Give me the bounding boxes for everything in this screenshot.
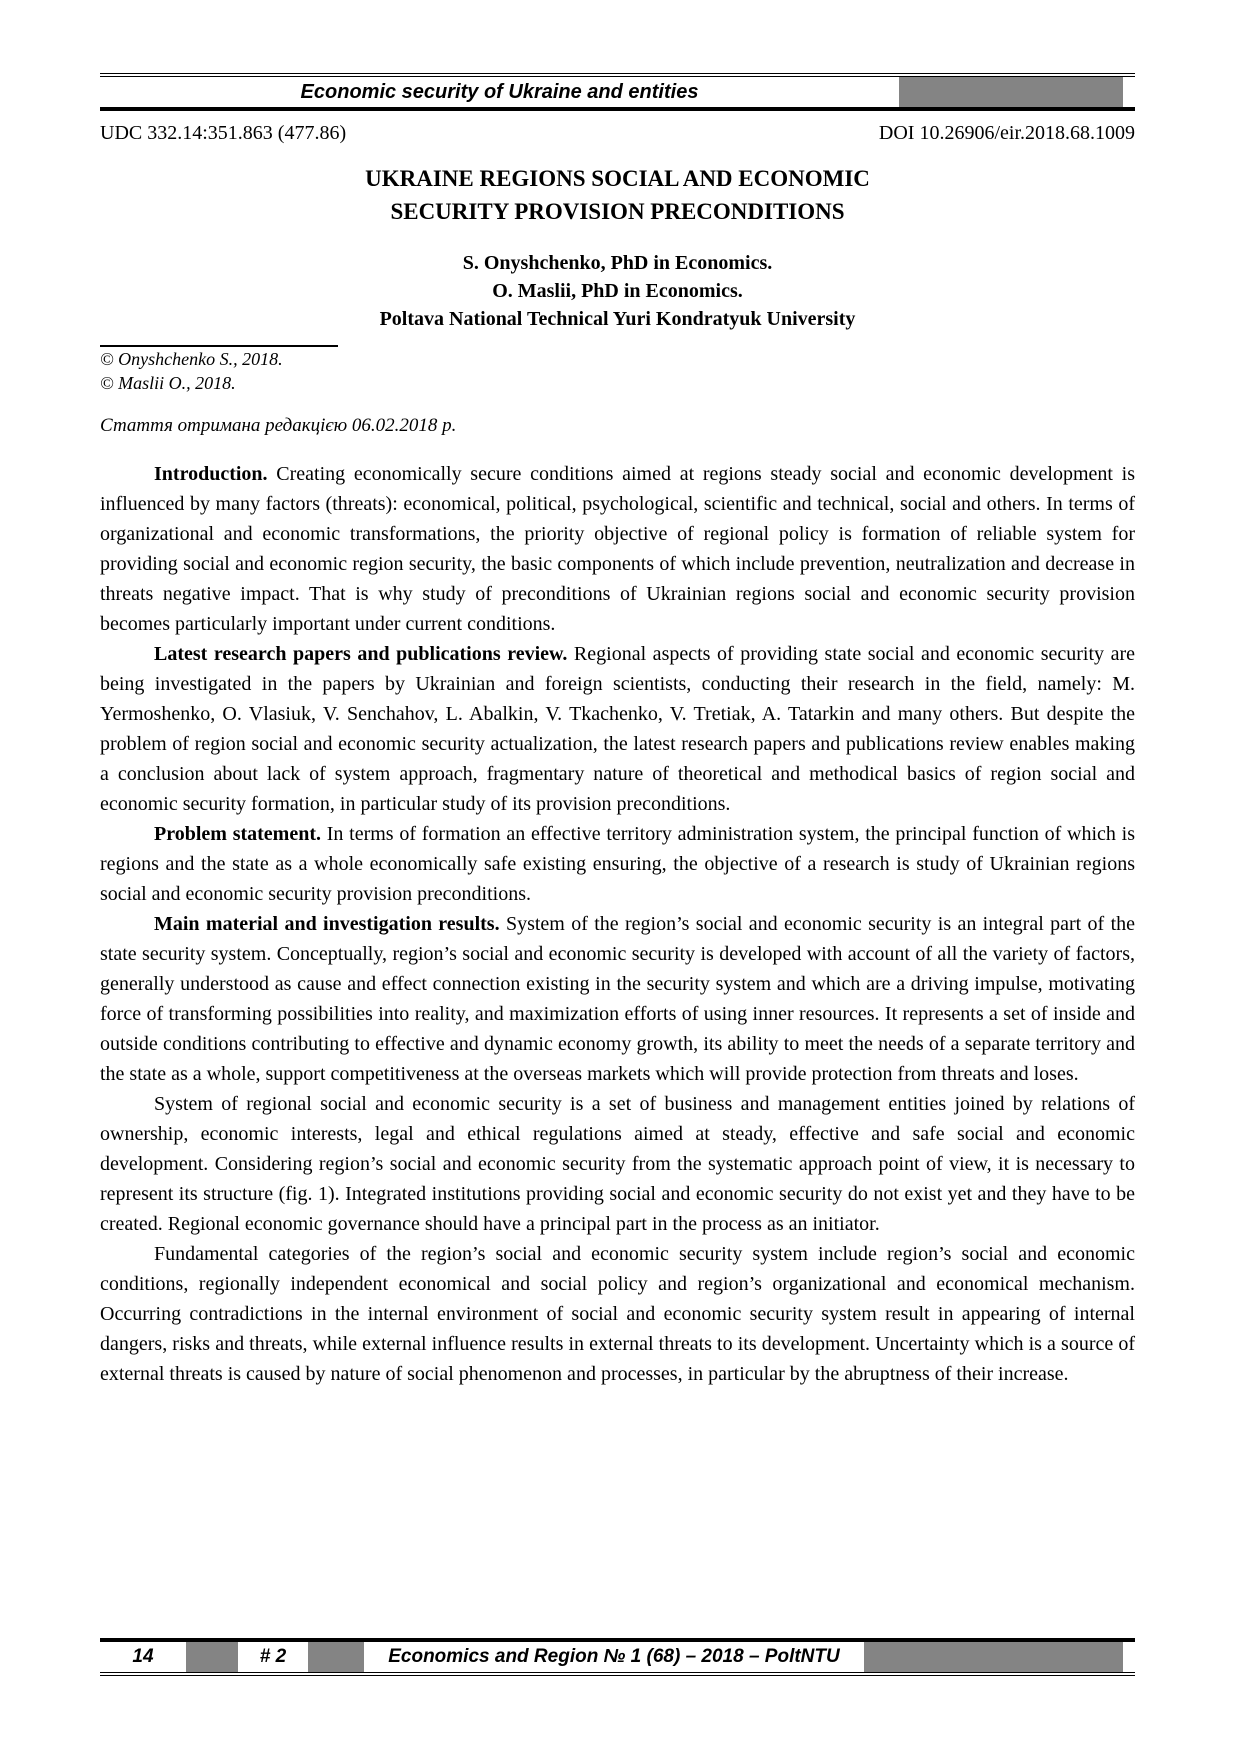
paragraph-lead: Introduction. <box>154 463 268 485</box>
author-line: S. Onyshchenko, PhD in Economics. <box>462 252 773 274</box>
paragraph-lead: Main material and investigation results. <box>154 913 500 935</box>
paragraph-body <box>100 1089 1135 1239</box>
running-head-tail <box>1123 77 1135 107</box>
paragraph-body <box>100 1239 1135 1389</box>
article-title-line: SECURITY PROVISION PRECONDITIONS <box>390 199 845 224</box>
paragraph-text: Creating economically secure conditions aimed at regions steady social and economic development is influenced by many factors (threats): economical, political, psychological, scientific and technical, social and others. In terms of organizational and economic transformations, the priority objective of regional policy is formation of reliable system for providing social and economic region security, the basic components of which include prevention, neutralization and decrease in threats negative impact. That is why study of preconditions of Ukrainian regions social and economic security provision becomes particularly important under current conditions. <box>100 463 1135 635</box>
paragraph-introduction <box>100 459 1135 639</box>
running-head-title: Economic security of Ukraine and entities <box>100 77 899 107</box>
article-title <box>100 162 1135 228</box>
udc-code: UDC 332.14:351.863 (477.86) <box>100 122 347 144</box>
paragraph-main-material <box>100 909 1135 1089</box>
issue-number: # 2 <box>238 1642 308 1672</box>
paragraph-text: Regional aspects of providing state social and economic security are being investigated in the papers by Ukrainian and foreign scientists, conducting their research in the field, namely: M. Yermoshenko, O. Vlasiuk, V. Senchahov, L. Abalkin, V. Tkachenko, V. Tretiak, A. Tatarkin and many others. But despite the problem of region social and economic security actualization, the latest research papers and publications review enables making a conclusion about lack of system approach, fragmentary nature of theoretical and methodical basics of region social and economic security formation, in particular study of its provision preconditions. <box>100 643 1135 815</box>
article-title-line: UKRAINE REGIONS SOCIAL AND ECONOMIC <box>365 166 870 191</box>
copyright-block <box>100 345 1135 395</box>
article-body <box>100 459 1135 1389</box>
running-head-bar <box>100 73 1135 111</box>
paragraph-lead: Latest research papers and publications review. <box>154 643 568 665</box>
footer-gray-block <box>186 1642 238 1672</box>
paragraph-text: System of the region’s social and economic security is an integral part of the state security system. Conceptually, region’s social and economic security is developed with account of all the variety of factors, generally understood as cause and effect connection existing in the security system and which are a driving impulse, motivating force of transforming possibilities into reality, and maximization efforts of using inner resources. It represents a set of inside and outside conditions contributing to effective and dynamic economy growth, its ability to meet the needs of a separate territory and the state as a whole, support competitiveness at the overseas markets which will provide protection from threats and loses. <box>100 913 1136 1085</box>
footer-gray-block <box>864 1642 1123 1672</box>
paragraph-problem-statement <box>100 819 1135 909</box>
paragraph-text: Fundamental categories of the region’s social and economic security system include region’s social and economic conditions, regionally independent economical and social policy and region’s organizational and economical mechanism. Occurring contradictions in the internal environment of social and economic security system result in appearing of internal dangers, risks and threats, while external influence results in external threats to its development. Uncertainty which is a source of external threats is caused by nature of social phenomenon and processes, in particular by the abruptness of their increase. <box>100 1243 1135 1385</box>
copyright-line: © Maslii O., 2018. <box>100 373 236 393</box>
paragraph-text: In terms of formation an effective territory administration system, the principal function of which is regions and the state as a whole economically safe existing ensuring, the objective of a research is study of Ukrainian regions social and economic security provision preconditions. <box>100 823 1135 905</box>
author-line: O. Maslii, PhD in Economics. <box>492 280 743 302</box>
authors-block <box>100 249 1135 333</box>
journal-title-line: Economics and Region № 1 (68) – 2018 – PoltNTU <box>364 1642 864 1672</box>
paragraph-literature-review <box>100 639 1135 819</box>
running-head-gray-block <box>899 77 1123 107</box>
received-date-line: Стаття отримана редакцією 06.02.2018 р. <box>100 415 457 436</box>
affiliation-line: Poltava National Technical Yuri Kondratyuk University <box>379 308 856 330</box>
footer-bar <box>100 1638 1135 1676</box>
paragraph-text: System of regional social and economic security is a set of business and management entities joined by relations of ownership, economic interests, legal and ethical regulations aimed at steady, effective and safe social and economic development. Considering region’s social and economic security from the systematic approach point of view, it is necessary to represent its structure (fig. 1). Integrated institutions providing social and economic security do not exist yet and they have to be created. Regional economic governance should have a principal part in the process as an initiator. <box>100 1093 1135 1235</box>
copyright-line: © Onyshchenko S., 2018. <box>100 349 283 369</box>
page-number: 14 <box>100 1642 186 1672</box>
paragraph-lead: Problem statement. <box>154 823 321 845</box>
footer-gray-block <box>308 1642 364 1672</box>
doi-code: DOI 10.26906/eir.2018.68.1009 <box>878 122 1135 144</box>
footer-tail <box>1123 1642 1135 1672</box>
udc-doi-row <box>100 120 1135 146</box>
